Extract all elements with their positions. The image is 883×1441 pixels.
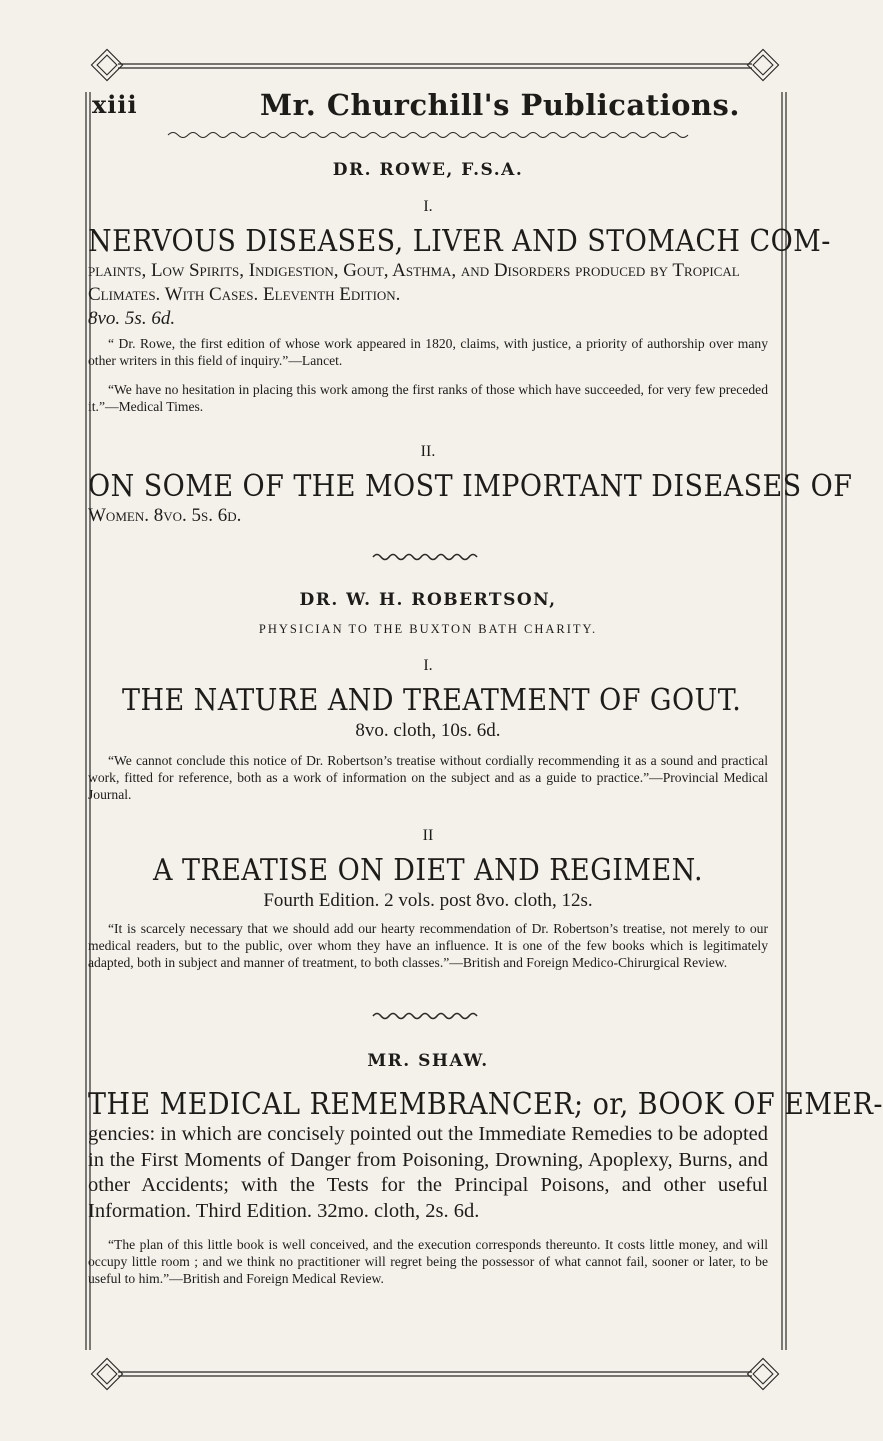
publication-page	[88, 88, 883, 1287]
author-heading-shaw: MR. SHAW.	[367, 1051, 489, 1071]
running-title: Mr. Churchill's Publications.	[260, 88, 740, 122]
work-format: 8vo. 5s. 6d.	[88, 308, 176, 329]
work-numeral: II	[422, 827, 434, 844]
work-description: plaints, Low Spirits, Indigestion, Gout, Asthma, and Disorders produced by Tropical Climates. With Cases. Eleventh Edition.	[88, 260, 740, 305]
work-description: Women. 8vo. 5s. 6d.	[88, 505, 242, 526]
review-quote: “The plan of this little book is well conceived, and the execution corresponds thereunto. It costs little money, and will occupy little room ; and we think no practitioner will regret being the possessor of what cannot fail, sooner or later, to be useful to him.”—British and Foreign Medical Review.	[88, 1237, 768, 1287]
work-numeral: I.	[423, 657, 433, 674]
author-heading-robertson: DR. W. H. ROBERTSON,	[299, 590, 557, 610]
work-format: 8vo. cloth, 10s. 6d.	[355, 720, 501, 741]
review-quote: “It is scarcely necessary that we should add our hearty recommendation of Dr. Robertson’s treatise, not merely to our medical readers, but to the public, over whom they have an influence. It is one of the few books which is legitimately adapted, both in subject and manner of treatment, to both classes.”—British and Foreign Medico-Chirurgical Review.	[88, 921, 768, 970]
work-title: ON SOME OF THE MOST IMPORTANT DISEASES OF	[88, 469, 853, 504]
work-title: THE MEDICAL REMEMBRANCER; or, BOOK OF EMER-	[88, 1087, 883, 1122]
work-numeral: II.	[420, 443, 436, 460]
work-title: NERVOUS DISEASES, LIVER AND STOMACH COM-	[88, 224, 831, 259]
review-quote: “We have no hesitation in placing this work among the first ranks of those which have succeeded, for very few preceded it.”—Medical Times.	[88, 382, 768, 414]
author-heading-rowe: DR. ROWE, F.S.A.	[332, 160, 524, 180]
wavy-divider-icon	[168, 130, 688, 140]
ornament-divider-icon	[373, 1011, 483, 1021]
page-number: xiii	[92, 90, 138, 119]
work-title: THE NATURE AND TREATMENT OF GOUT.	[122, 683, 742, 718]
work-title: A TREATISE ON DIET AND REGIMEN.	[153, 853, 703, 888]
review-quote: “ Dr. Rowe, the first edition of whose work appeared in 1820, claims, with justice, a priority of authorship over many other writers in this field of inquiry.”—Lancet.	[88, 336, 768, 368]
work-format: Fourth Edition. 2 vols. post 8vo. cloth, 12s.	[263, 890, 593, 911]
author-subtitle: PHYSICIAN TO THE BUXTON BATH CHARITY.	[258, 622, 598, 636]
page-header	[88, 88, 768, 122]
work-numeral: I.	[423, 198, 433, 215]
review-quote: “We cannot conclude this notice of Dr. Robertson’s treatise without cordially recommending it as a sound and practical work, fitted for reference, both as a work of information on the subject and as a guide to practice.”—Provincial Medical Journal.	[88, 753, 768, 802]
work-description: gencies: in which are concisely pointed out the Immediate Remedies to be adopted in the First Moments of Danger from Poisoning, Drowning, Apoplexy, Burns, and other Accidents; with the Tests for the Principal Poisons, and other useful Information. Third Edition. 32mo. cloth, 2s. 6d.	[88, 1123, 768, 1222]
ornament-divider-icon	[373, 552, 483, 562]
